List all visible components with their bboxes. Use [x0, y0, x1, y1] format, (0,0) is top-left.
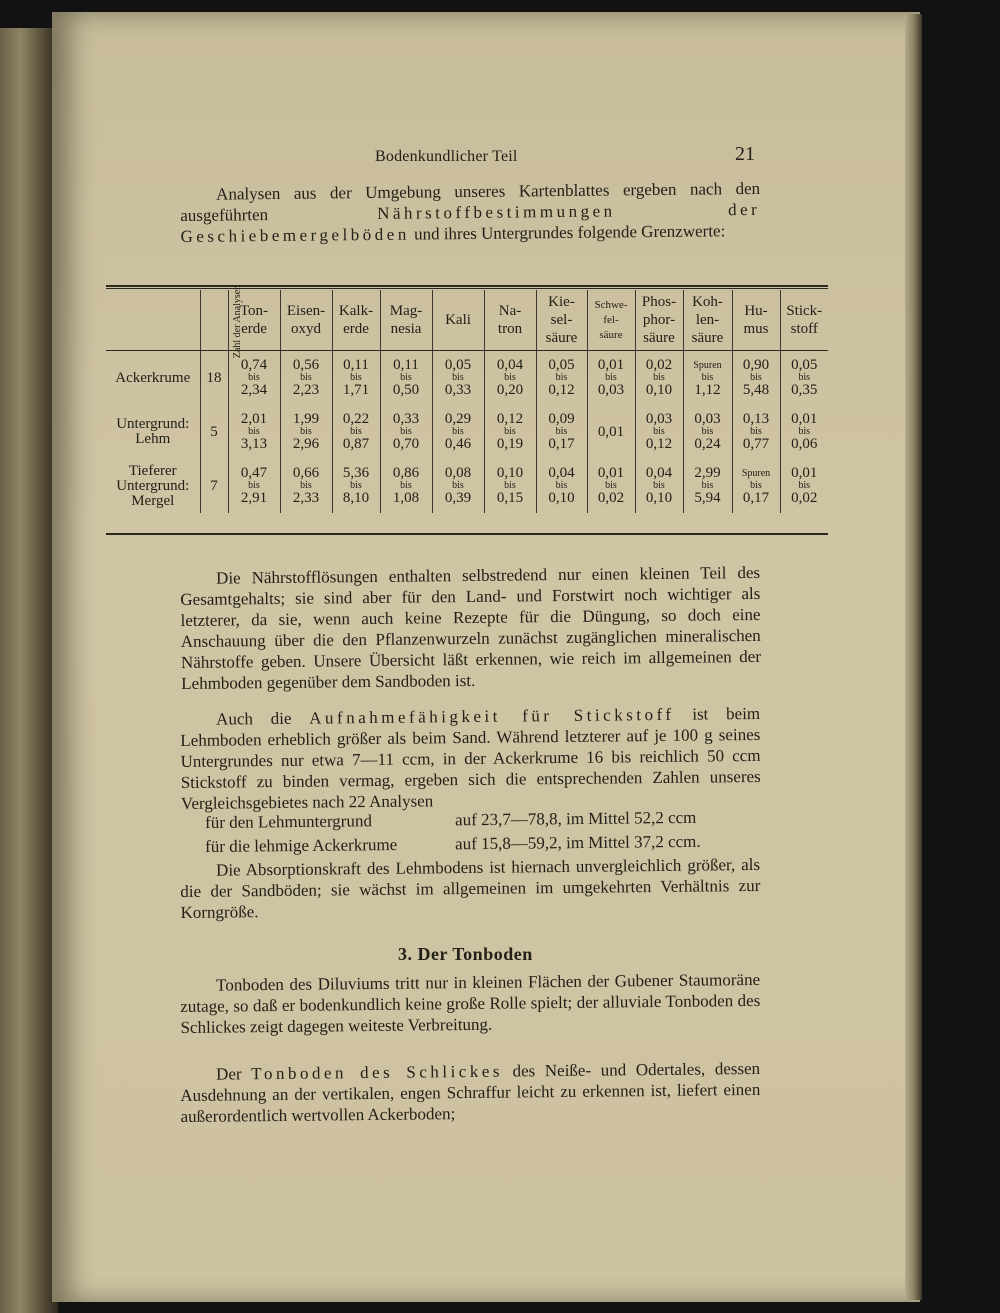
cell-max: 0,46: [444, 436, 472, 452]
cell-bis: bis: [248, 480, 260, 491]
cell-min: 0,04: [645, 465, 673, 481]
paragraph-tonboden-text: Tonboden des Diluviums tritt nur in kleinen Flächen der Gubener Staumoräne zutage, so daß er bodenkundlich keine große Rolle spielt; der alluviale Tonboden des Schlickes zeigt dagegen weiteste Verbreitung.: [180, 969, 761, 1037]
row-label: Ackerkrume: [115, 369, 191, 386]
cell-bis: bis: [798, 426, 811, 437]
cell-max: 0,50: [392, 382, 420, 398]
row-label: Tieferer Untergrund: Mergel: [116, 462, 190, 509]
table-row: [106, 351, 828, 406]
cell-max: 1,71: [342, 382, 370, 398]
paragraph-absorption-text: Die Absorptionskraft des Lehmbodens ist hiernach unvergleichlich größer, als die der Sandböden; sie wächst im allgemeinen im umgekehrten Verhältnis zur Korngröße.: [180, 854, 761, 922]
cell-max: 3,13: [240, 436, 268, 452]
cell-min: 0,04: [548, 465, 575, 481]
facing-page-edge: [0, 28, 58, 1313]
cell-min: 0,66: [292, 465, 320, 481]
row-count: 7: [200, 459, 228, 513]
row-count: 18: [200, 351, 228, 406]
header-col-5: Kali: [432, 290, 484, 351]
cell-max: 1,08: [392, 490, 420, 506]
value-cell: [780, 351, 828, 406]
value-cell: [332, 459, 380, 513]
cell-bis: bis: [555, 372, 568, 383]
value-cell: [380, 405, 432, 459]
paragraph-naehrstoffe-text: Die Nährstofflösungen enthalten selbstredend nur einen kleinen Teil des Gesamtgehalts; sie sind aber für den Land- und Forstwirt noch wichtiger als letzterer, da sie, wenn auch keine Rezepte für die Düngung, so doch eine Anschauung über die den Pflanzenwurzeln zunächst zugänglichen mineralischen Nährstoffe geben. Unsere Übersicht läßt erkennen, wie reich im allgemeinen der Lehmboden gegenüber dem Sandboden ist.: [180, 562, 762, 693]
value-cell: [280, 351, 332, 406]
cell-min: 0,33: [392, 411, 420, 427]
cell-bis: bis: [300, 372, 312, 383]
header-col-2: Eisen- oxyd: [280, 290, 332, 351]
cell-bis: bis: [701, 426, 714, 437]
cell-max: 0,24: [694, 436, 721, 452]
value-cell: [280, 459, 332, 513]
cell-bis: bis: [248, 426, 260, 437]
cell-bis: bis: [400, 372, 412, 383]
cell-bis: bis: [350, 426, 362, 437]
cell-value: 0,01: [597, 423, 625, 440]
cell-min: 5,36: [342, 465, 370, 481]
cell-min: 0,11: [393, 357, 419, 373]
value-cell: [587, 351, 635, 406]
header-col-12: Stick- stoff: [780, 290, 828, 351]
value-cell: [587, 459, 635, 513]
cell-max: 2,96: [292, 436, 320, 452]
cell-max: 0,12: [645, 436, 673, 452]
paragraph-schlick-spaced: Tonboden des Schlickes: [251, 1061, 504, 1084]
cell-max: 0,87: [342, 436, 370, 452]
cell-bis: bis: [400, 480, 412, 491]
header-count-label: Zahl der Analysen: [231, 284, 243, 359]
cell-min: 0,01: [597, 465, 625, 481]
cell-bis: bis: [350, 480, 362, 491]
value-cell: [228, 459, 280, 513]
cell-min: 0,29: [444, 411, 472, 427]
cell-bis: bis: [750, 372, 762, 383]
paragraph-stickstoff: [180, 703, 761, 814]
value-cell: [432, 459, 484, 513]
value-cell: [432, 351, 484, 406]
cell-max: 2,23: [292, 382, 320, 398]
cell-bis: bis: [701, 480, 714, 491]
value-cell: [683, 459, 732, 513]
cell-max: 0,35: [791, 382, 818, 398]
value-cell: [484, 405, 536, 459]
cell-max: 0,20: [496, 382, 524, 398]
cell-bis: bis: [653, 480, 665, 491]
value-cell: [228, 405, 280, 459]
value-cell: [536, 405, 587, 459]
cell-bis: bis: [504, 426, 516, 437]
header-col-10: Koh- len- säure: [683, 290, 732, 351]
value-cell: [635, 405, 683, 459]
row-count: 5: [200, 405, 228, 459]
value-cell: [432, 405, 484, 459]
table-top-rule-2: [106, 288, 828, 289]
cell-min: 2,01: [240, 411, 268, 427]
cell-min: 0,13: [742, 411, 770, 427]
cell-max: 0,10: [645, 382, 673, 398]
value-cell: [780, 459, 828, 513]
cell-bis: bis: [701, 372, 714, 383]
paragraph-stickstoff-post: ist beim Lehmboden erheblich größer als beim Sand. Während letzterer auf je 100 g seines Untergrundes nur etwa 7—11 ccm, in der Ackerkrume 16 bis reichlich 50 ccm Stickstoff zu binden vermag, ergeben sich die entsprechenden Zahlen unseres Vergleichsgebietes nach 22 Analysen: [180, 703, 761, 813]
cell-bis: bis: [452, 372, 464, 383]
cell-max: 0,70: [392, 436, 420, 452]
paragraph-stickstoff-pre: Auch die: [216, 708, 292, 729]
cell-min: Spuren: [693, 360, 722, 371]
cell-max: 0,06: [791, 436, 818, 452]
value-cell: [332, 351, 380, 406]
header-col-11: Hu- mus: [732, 290, 780, 351]
header-col-6: Na- tron: [484, 290, 536, 351]
header-col-3: Kalk- erde: [332, 290, 380, 351]
nutrient-table: [106, 284, 828, 513]
cell-bis: bis: [653, 426, 665, 437]
paragraph-naehrstoffe: [180, 562, 761, 694]
page-edge-shadow: [905, 14, 922, 1300]
cell-min: 0,12: [496, 411, 524, 427]
table-top-rule: [106, 285, 828, 287]
cell-max: 2,33: [292, 490, 320, 506]
value-cell: [332, 405, 380, 459]
value-cell: [484, 351, 536, 406]
value-cell: [536, 351, 587, 406]
table-header-row: [106, 290, 828, 351]
cell-max: 0,39: [444, 490, 472, 506]
header-col-8: Schwe- fel- säure: [587, 290, 635, 351]
header-col-9: Phos- phor- säure: [635, 290, 683, 351]
cell-bis: bis: [798, 372, 811, 383]
table-row: [106, 405, 828, 459]
cell-max: 0,10: [645, 490, 673, 506]
intro-text-2: und ihres Untergrundes folgende Grenzwerte:: [413, 221, 726, 244]
header-count: [200, 284, 243, 359]
cell-min: 1,99: [292, 411, 320, 427]
cell-max: 0,33: [444, 382, 472, 398]
cell-bis: bis: [248, 372, 260, 383]
cell-min: Spuren: [741, 468, 771, 479]
cell-min: 0,01: [791, 465, 818, 481]
cell-bis: bis: [555, 480, 568, 491]
table-bottom-rule: [106, 533, 828, 535]
value-cell: [683, 351, 732, 406]
cell-min: 2,99: [694, 465, 721, 481]
cell-min: 0,03: [645, 411, 673, 427]
cell-bis: bis: [452, 426, 464, 437]
intro-paragraph: [180, 178, 761, 247]
cell-max: 5,94: [694, 490, 721, 506]
cell-bis: bis: [300, 480, 312, 491]
nitrogen-label-2: für die lehmige Ackerkrume: [205, 834, 398, 856]
cell-max: 0,77: [742, 436, 770, 452]
paragraph-stickstoff-spaced: Aufnahmefähigkeit für Stickstoff: [309, 704, 675, 728]
cell-min: 0,10: [496, 465, 524, 481]
cell-max: 0,15: [496, 490, 524, 506]
value-cell: [732, 459, 780, 513]
paragraph-tonboden: [180, 969, 761, 1038]
cell-max: 0,12: [548, 382, 575, 398]
nitrogen-value-1: auf 23,7—78,8, im Mittel 52,2 ccm: [454, 807, 697, 830]
cell-min: 0,05: [444, 357, 472, 373]
cell-bis: bis: [504, 372, 516, 383]
cell-min: 0,08: [444, 465, 472, 481]
section-heading: 3. Der Tonboden: [398, 944, 533, 964]
cell-min: 0,47: [240, 465, 268, 481]
cell-bis: bis: [350, 372, 362, 383]
value-cell: [780, 405, 828, 459]
header-blank: [106, 290, 200, 351]
value-cell: [380, 459, 432, 513]
page-number: 21: [735, 143, 755, 165]
cell-bis: bis: [750, 426, 762, 437]
value-cell: [732, 405, 780, 459]
cell-max: 0,17: [548, 436, 575, 452]
cell-bis: bis: [452, 480, 464, 491]
cell-max: 0,17: [742, 490, 770, 506]
paragraph-schlick-post: des Neiße- und Odertales, dessen Ausdehnung an der vertikalen, engen Schraffur leicht zu erkennen ist, liefert einen außerordentlich wertvollen Ackerboden;: [180, 1058, 761, 1126]
value-cell: [228, 351, 280, 406]
cell-min: 0,22: [342, 411, 370, 427]
cell-bis: bis: [653, 372, 665, 383]
value-cell: [484, 459, 536, 513]
nitrogen-label-1: für den Lehmuntergrund: [205, 811, 373, 832]
cell-min: 0,01: [597, 357, 625, 373]
value-cell: [635, 459, 683, 513]
paragraph-schlick: [180, 1058, 761, 1127]
row-label: Untergrund: Lehm: [116, 416, 190, 447]
cell-bis: bis: [798, 480, 811, 491]
cell-bis: bis: [400, 426, 412, 437]
cell-min: 0,05: [791, 357, 818, 373]
value-cell: [536, 459, 587, 513]
intro-text-1: Analysen aus der Umgebung unseres Kartenblattes ergeben nach den ausgeführten: [180, 178, 761, 225]
value-cell: [732, 351, 780, 406]
value-cell: [635, 351, 683, 406]
cell-bis: bis: [605, 480, 617, 491]
value-cell: [280, 405, 332, 459]
cell-bis: bis: [555, 426, 568, 437]
cell-max: 0,19: [496, 436, 524, 452]
cell-min: 0,11: [343, 357, 369, 373]
value-cell: [587, 405, 635, 459]
cell-min: 0,74: [240, 357, 268, 373]
cell-min: 0,02: [645, 357, 673, 373]
cell-bis: bis: [300, 426, 312, 437]
cell-min: 0,86: [392, 465, 420, 481]
cell-max: 2,34: [240, 382, 268, 398]
table-row: [106, 459, 828, 513]
cell-max: 0,02: [597, 490, 625, 506]
value-cell: [380, 351, 432, 406]
cell-min: 0,05: [548, 357, 575, 373]
cell-bis: bis: [504, 480, 516, 491]
header-col-1: Ton- erde: [228, 290, 280, 351]
header-col-4: Mag- nesia: [380, 290, 432, 351]
cell-max: 8,10: [342, 490, 370, 506]
cell-min: 0,03: [694, 411, 721, 427]
cell-bis: bis: [605, 372, 617, 383]
cell-max: 0,02: [791, 490, 818, 506]
cell-max: 0,10: [548, 490, 575, 506]
cell-bis: bis: [750, 480, 762, 491]
paragraph-absorption: [180, 854, 761, 923]
cell-min: 0,01: [791, 411, 818, 427]
cell-min: 0,90: [742, 357, 770, 373]
cell-max: 2,91: [240, 490, 268, 506]
cell-min: 0,56: [292, 357, 320, 373]
header-col-7: Kie- sel- säure: [536, 290, 587, 351]
cell-max: 5,48: [742, 382, 770, 398]
cell-max: 0,03: [597, 382, 625, 398]
running-title: Bodenkundlicher Teil: [375, 148, 518, 165]
paragraph-schlick-pre: Der: [216, 1064, 242, 1084]
value-cell: [683, 405, 732, 459]
cell-min: 0,09: [548, 411, 575, 427]
intro-spaced-text: Nährstoffbestimmungen der Geschiebemergelböden: [180, 199, 761, 246]
cell-min: 0,04: [496, 357, 524, 373]
cell-max: 1,12: [694, 382, 721, 398]
nitrogen-value-2: auf 15,8—59,2, im Mittel 37,2 ccm.: [454, 831, 701, 854]
